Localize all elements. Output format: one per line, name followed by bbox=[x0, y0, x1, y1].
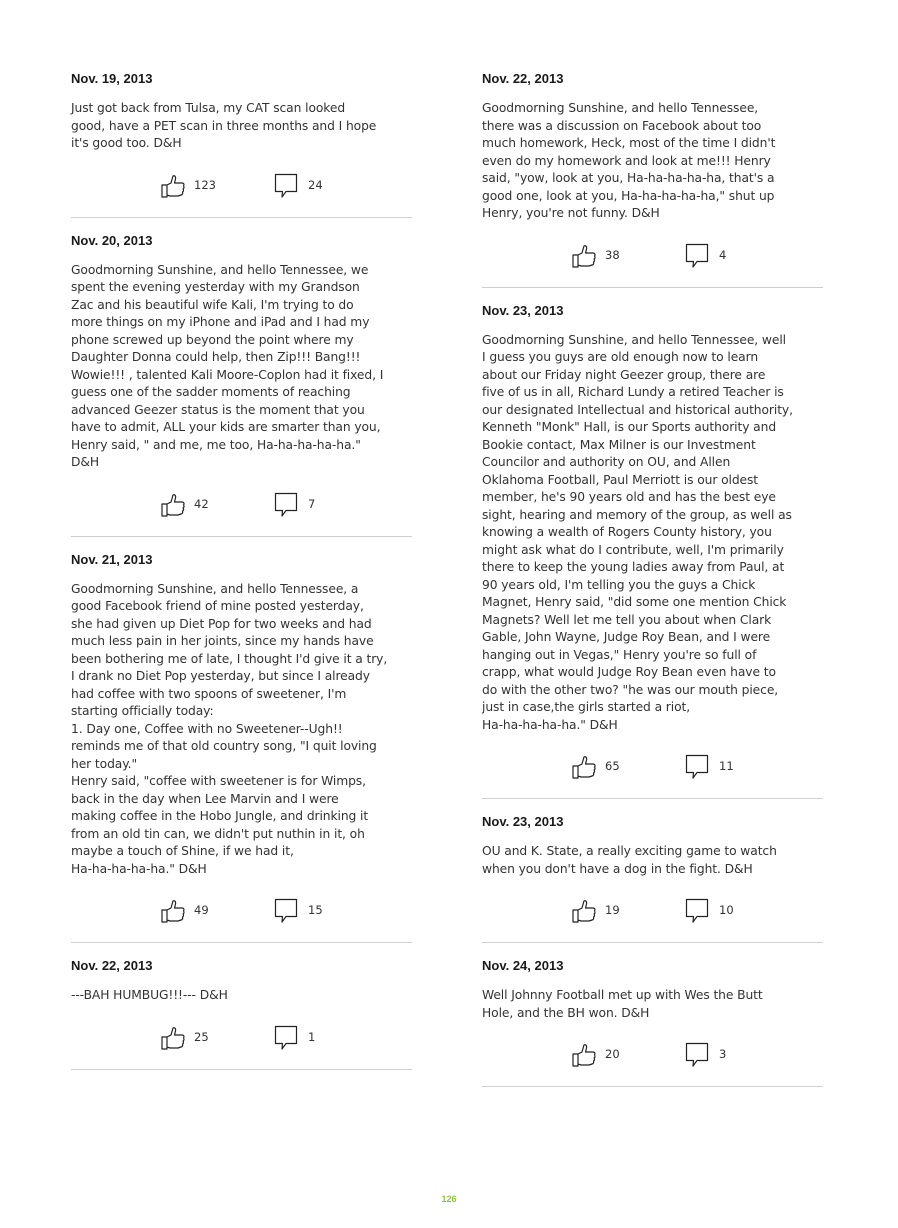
post-text: Just got back from Tulsa, my CAT scan looked good, have a PET scan in three months and I hope it's good too. D&H bbox=[71, 101, 377, 150]
thumbs-up-icon bbox=[571, 243, 597, 269]
post-date: Nov. 19, 2013 bbox=[71, 71, 153, 86]
post-date: Nov. 22, 2013 bbox=[482, 71, 564, 86]
post-date: Nov. 23, 2013 bbox=[482, 814, 564, 829]
thumbs-up-icon bbox=[571, 898, 597, 924]
comment-count: 15 bbox=[308, 903, 323, 917]
like-count: 123 bbox=[194, 177, 216, 192]
post bbox=[71, 232, 412, 537]
post-reactions bbox=[71, 1005, 412, 1069]
like-count: 19 bbox=[605, 903, 620, 917]
post bbox=[71, 957, 412, 1070]
post-text: OU and K. State, a really exciting game to watch when you don't have a dog in the fight. D&H bbox=[482, 844, 777, 876]
speech-bubble-icon bbox=[685, 898, 709, 924]
thumbs-up-icon bbox=[160, 492, 186, 518]
post-text: Goodmorning Sunshine, and hello Tennessee, well I guess you guys are old enough now to learn about our Friday night Geezer group, there are five of us in all, Richard Lundy a retired Teacher is our designated Intellectual and historical authority, Kenneth "Monk" Hall, is our Sports authority and Bookie contact, Max Milner is our Investment Councilor and authority on OU, and Allen Oklahoma Football, Paul Merriott is our oldest member, he's 90 years old and has the best eye sight, hearing and memory of the group, as well as knowing a wealth of Rogers County history, you might ask what do I contribute, well, I'm primarily there to keep the young ladies away from Paul, at 90 years old, I'm telling you the guys a Chick Magnet, Henry said, "did some one mention Chick Magnets? Well let me tell you about when Clark Gable, John Wayne, Judge Roy Bean, and I were hanging out in Vegas," Henry you're so full of crapp, what would Judge Roy Bean even have to do with the other two? "he was our mouth piece, just in case,the girls started a riot, Ha-ha-ha-ha-ha." D&H bbox=[482, 332, 793, 732]
comment-count: 4 bbox=[719, 247, 727, 262]
like-count: 38 bbox=[605, 247, 620, 262]
thumbs-up-icon bbox=[571, 1042, 597, 1068]
post bbox=[71, 70, 412, 218]
left-column bbox=[71, 70, 412, 1084]
speech-bubble-icon bbox=[685, 754, 709, 780]
post-date: Nov. 20, 2013 bbox=[71, 232, 153, 248]
post-date: Nov. 21, 2013 bbox=[71, 551, 153, 567]
post-date: Nov. 23, 2013 bbox=[482, 302, 564, 318]
like-count: 65 bbox=[605, 759, 620, 773]
like-count: 20 bbox=[605, 1047, 620, 1061]
speech-bubble-icon bbox=[274, 173, 298, 199]
post bbox=[482, 302, 823, 800]
speech-bubble-icon bbox=[274, 898, 298, 924]
comment-count: 3 bbox=[719, 1047, 727, 1061]
post-text: ---BAH HUMBUG!!!--- D&H bbox=[71, 988, 228, 1002]
post bbox=[482, 957, 823, 1087]
post-text: Goodmorning Sunshine, and hello Tennessee, there was a discussion on Facebook about too much homework, Heck, most of the time I didn't even do my homework and look at me!!! Henry said, "yow, look at you, Ha-ha-ha-ha-ha, that's a good one, look at you, Ha-ha-ha-ha-ha," shut up Henry, you're not funny. D&H bbox=[482, 101, 776, 220]
post-text: Goodmorning Sunshine, and hello Tennessee, we spent the evening yesterday with my Grandson Zac and his beautiful wife Kali, I'm trying to do more things on my iPhone and iPad and I had my phone screwed up beyond the point where my Daughter Donna could help, then Zip!!! Bang!!! Wowie!!! , talented Kali Moore-Coplon had it fixed, I guess one of the sadder moments of reaching advanced Geezer status is the moment that you have to admit, ALL your kids are smarter than you, Henry said, " and me, me too, Ha-ha-ha-ha-ha." D&H bbox=[71, 262, 384, 469]
post bbox=[482, 813, 823, 943]
post-reactions bbox=[482, 734, 823, 798]
post-reactions bbox=[482, 1022, 823, 1086]
like-count: 25 bbox=[194, 1029, 209, 1044]
speech-bubble-icon bbox=[274, 492, 298, 518]
post-reactions bbox=[71, 472, 412, 536]
comment-count: 11 bbox=[719, 759, 734, 773]
post-reactions bbox=[71, 153, 412, 217]
post-text: Goodmorning Sunshine, and hello Tennessee, a good Facebook friend of mine posted yesterday, she had given up Diet Pop for two weeks and had much less pain in her joints, since my hands have been bothering me of late, I thought I'd give it a try, I drank no Diet Pop yesterday, but since I already had coffee with two spoons of sweetener, I'm starting officially today: 1. Day one, Coffee with no Sweetener--Ugh!! reminds me of that old country song, "I quit loving her today." Henry said, "coffee with sweetener is for Wimps, back in the day when Lee Marvin and I were making coffee in the Hobo Jungle, and drinking it from an old tin can, we didn't put nuthin in it, oh maybe a touch of Shine, if we had it, Ha-ha-ha-ha-ha." D&H bbox=[71, 581, 388, 876]
speech-bubble-icon bbox=[274, 1025, 298, 1051]
thumbs-up-icon bbox=[160, 898, 186, 924]
right-column bbox=[482, 70, 823, 1101]
thumbs-up-icon bbox=[571, 754, 597, 780]
post-reactions bbox=[482, 223, 823, 287]
page-number: 126 bbox=[441, 1194, 457, 1204]
thumbs-up-icon bbox=[160, 1025, 186, 1051]
speech-bubble-icon bbox=[685, 243, 709, 269]
comment-count: 1 bbox=[308, 1029, 316, 1044]
like-count: 42 bbox=[194, 496, 209, 511]
speech-bubble-icon bbox=[685, 1042, 709, 1068]
post-reactions bbox=[71, 878, 412, 942]
thumbs-up-icon bbox=[160, 173, 186, 199]
comment-count: 10 bbox=[719, 903, 734, 917]
post bbox=[482, 70, 823, 288]
post-reactions bbox=[482, 878, 823, 942]
comment-count: 7 bbox=[308, 496, 316, 511]
post-text: Well Johnny Football met up with Wes the Butt Hole, and the BH won. D&H bbox=[482, 988, 763, 1020]
post-date: Nov. 24, 2013 bbox=[482, 958, 564, 973]
post bbox=[71, 551, 412, 944]
comment-count: 24 bbox=[308, 177, 323, 192]
like-count: 49 bbox=[194, 903, 209, 917]
post-date: Nov. 22, 2013 bbox=[71, 958, 153, 973]
